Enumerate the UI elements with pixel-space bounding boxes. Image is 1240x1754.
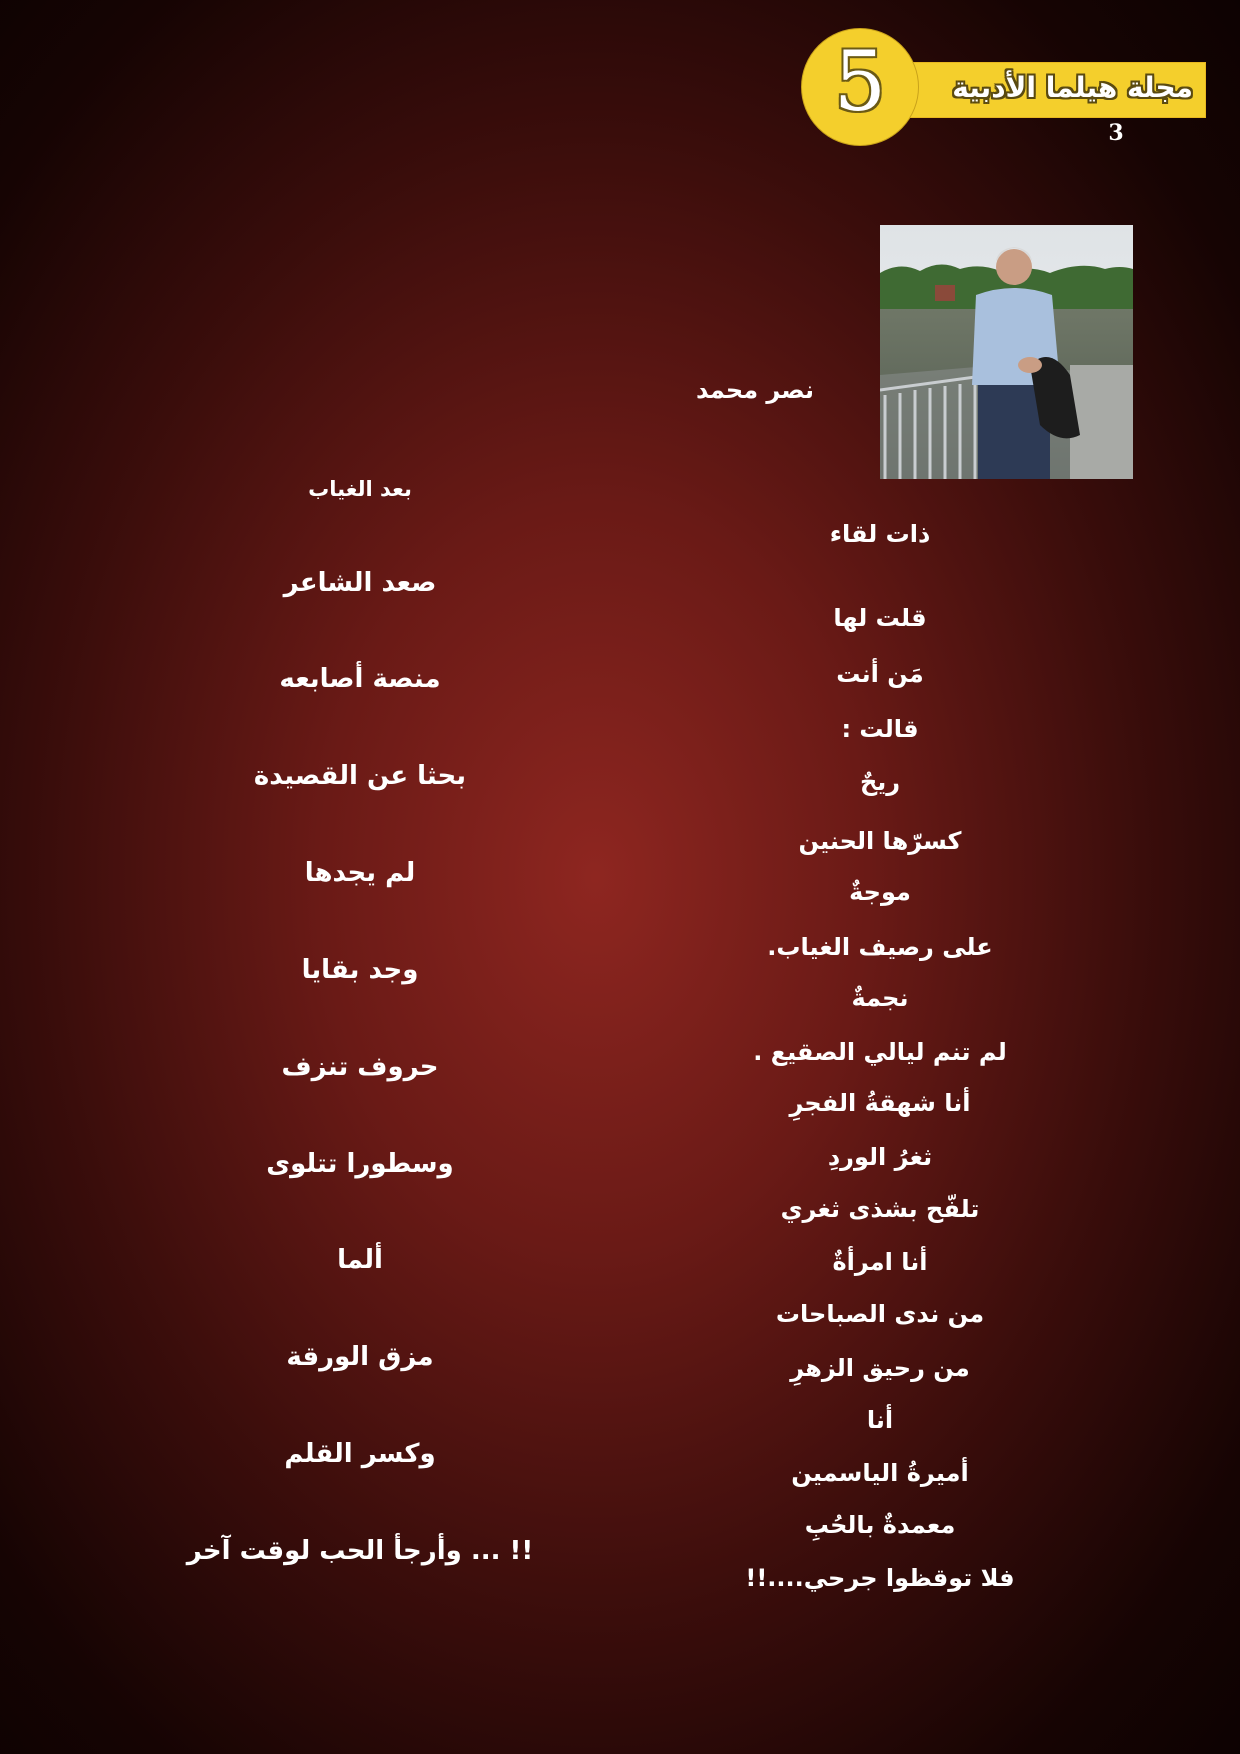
- poem-line: أنا: [866, 1406, 894, 1434]
- poem-line: بحثا عن القصيدة: [253, 761, 467, 791]
- magazine-title: مجلة هيلما الأدبية: [952, 71, 1193, 104]
- poem-line: مَن أنت: [836, 660, 924, 688]
- poem-line: أنا امرأةٌ: [832, 1248, 928, 1276]
- poem-line: ألما: [337, 1245, 383, 1275]
- page-number: 3: [1108, 120, 1124, 146]
- issue-number: 5: [833, 35, 887, 130]
- poem-line: وسطورا تتلوى: [266, 1149, 454, 1179]
- poem-line: موجةٌ: [849, 878, 911, 906]
- poem-line: حروف تنزف: [281, 1052, 439, 1082]
- poem-line: كسرّها الحنين: [798, 827, 962, 855]
- poem-line: وجد بقايا: [301, 955, 419, 985]
- poem-line: أميرةُ الياسمين: [791, 1459, 969, 1487]
- poem-line: على رصيف الغياب.: [767, 933, 993, 961]
- poem-line: أنا شهقةُ الفجرِ: [789, 1089, 971, 1117]
- author-photo: [880, 225, 1133, 479]
- magazine-banner: [880, 62, 1206, 118]
- poem-line: مزق الورقة: [286, 1342, 434, 1372]
- poem-line: تلفّح بشذى ثغري: [780, 1195, 980, 1223]
- poem-line: وكسر القلم: [284, 1439, 436, 1469]
- poem-line: !! ... وأرجأ الحب لوقت آخر: [186, 1536, 534, 1566]
- poem-line: لم يجدها: [304, 858, 416, 888]
- poem-line: صعد الشاعر: [283, 568, 437, 598]
- poem-line: منصة أصابعه: [279, 664, 441, 694]
- poem-line: فلا توقظوا جرحي....!!: [745, 1564, 1015, 1592]
- author-name: نصر محمد: [695, 376, 815, 404]
- poem-line: معمدةٌ بالحُبِ: [804, 1511, 956, 1539]
- poem-line: نجمةٌ: [851, 984, 909, 1012]
- poem-line: ريحٌ: [859, 768, 901, 796]
- poem-line: من ندى الصباحات: [775, 1300, 985, 1328]
- poem-line: ذات لقاء: [829, 520, 931, 548]
- poem-line: من رحيق الزهرِ: [790, 1354, 970, 1382]
- poem-line: ثغرُ الوردِ: [827, 1143, 933, 1171]
- poem-line: قلت لها: [833, 604, 927, 632]
- issue-badge: [801, 28, 919, 146]
- poem-line: قالت :: [841, 715, 919, 743]
- poem-line: لم تنم ليالي الصقيع .: [753, 1038, 1007, 1066]
- poem-title: بعد الغياب: [308, 477, 412, 501]
